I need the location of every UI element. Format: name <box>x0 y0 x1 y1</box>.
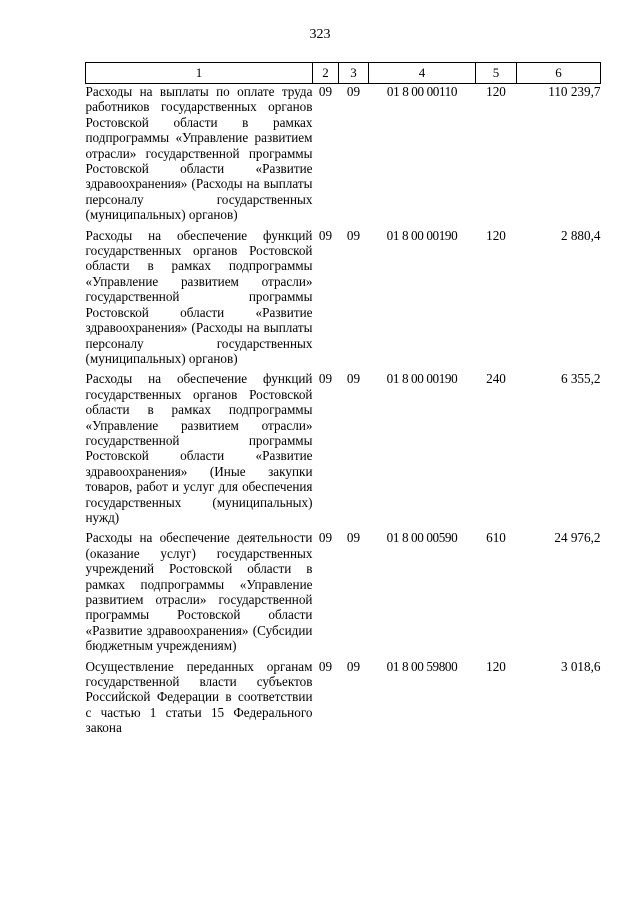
header-col-1: 1 <box>86 63 313 84</box>
row-section: 09 <box>318 84 333 99</box>
row-section: 09 <box>318 530 333 546</box>
row-description: Расходы на выплаты по оплате труда работников государственных органов Ростовской области в рамках подпрограммы «Управление развитием отрасли» государственной программы Ростовской области «Развитие здравоохранения» (Расходы на выплаты персоналу государственных (муниципальных) органов) <box>85 84 313 223</box>
row-target-code: 01 8 00 00110 <box>386 84 458 99</box>
table-row <box>86 530 601 658</box>
row-target-code: 01 8 00 00590 <box>386 530 458 546</box>
row-amount: 3 018,6 <box>560 658 601 674</box>
page-number: 323 <box>309 27 331 42</box>
row-expense-type: 120 <box>486 658 506 674</box>
row-section: 09 <box>318 227 333 243</box>
row-expense-type: 240 <box>486 371 506 387</box>
row-expense-type: 610 <box>486 530 506 546</box>
row-subsection: 09 <box>346 530 361 546</box>
row-expense-type: 120 <box>486 84 506 99</box>
row-amount: 2 880,4 <box>560 227 601 243</box>
header-col-6: 6 <box>517 63 601 84</box>
header-col-5: 5 <box>476 63 517 84</box>
header-col-4: 4 <box>369 63 476 84</box>
row-description: Расходы на обеспечение деятельности (оказание услуг) государственных учреждений Ростовской области в рамках подпрограммы «Управление развитием отрасли» государственной программы Ростовской области «Развитие здравоохранения» (Субсидии бюджетным учреждениям) <box>85 530 313 654</box>
row-section: 09 <box>318 371 333 387</box>
row-description: Осуществление переданных органам государственной власти субъектов Российской Федерации в соответствии с частью 1 статьи 15 Федерального закона <box>85 658 313 736</box>
row-subsection: 09 <box>346 371 361 387</box>
row-section: 09 <box>318 658 333 674</box>
row-amount: 24 976,2 <box>554 530 601 546</box>
header-col-3: 3 <box>339 63 369 84</box>
row-description: Расходы на обеспечение функций государственных органов Ростовской области в рамках подпрограммы «Управление развитием отрасли» государственной программы Ростовской области «Развитие здравоохранения» (Расходы на выплаты персоналу государственных (муниципальных) органов) <box>85 227 313 366</box>
table-row <box>86 228 601 372</box>
row-amount: 110 239,7 <box>548 84 601 99</box>
table-row <box>86 659 601 741</box>
row-description: Расходы на обеспечение функций государственных органов Ростовской области в рамках подпрограммы «Управление развитием отрасли» государственной программы Ростовской области «Развитие здравоохранения» (Иные закупки товаров, работ и услуг для обеспечения государственных (муниципальных) нужд) <box>85 371 313 525</box>
table-row <box>86 84 601 228</box>
row-target-code: 01 8 00 00190 <box>386 227 458 243</box>
row-subsection: 09 <box>346 84 361 99</box>
row-subsection: 09 <box>346 227 361 243</box>
table-header-row <box>86 63 601 84</box>
row-amount: 6 355,2 <box>560 371 601 387</box>
row-target-code: 01 8 00 00190 <box>386 371 458 387</box>
header-col-2: 2 <box>313 63 339 84</box>
row-subsection: 09 <box>346 658 361 674</box>
budget-table <box>85 62 601 741</box>
row-target-code: 01 8 00 59800 <box>386 658 458 674</box>
row-expense-type: 120 <box>486 227 506 243</box>
table-row <box>86 371 601 530</box>
